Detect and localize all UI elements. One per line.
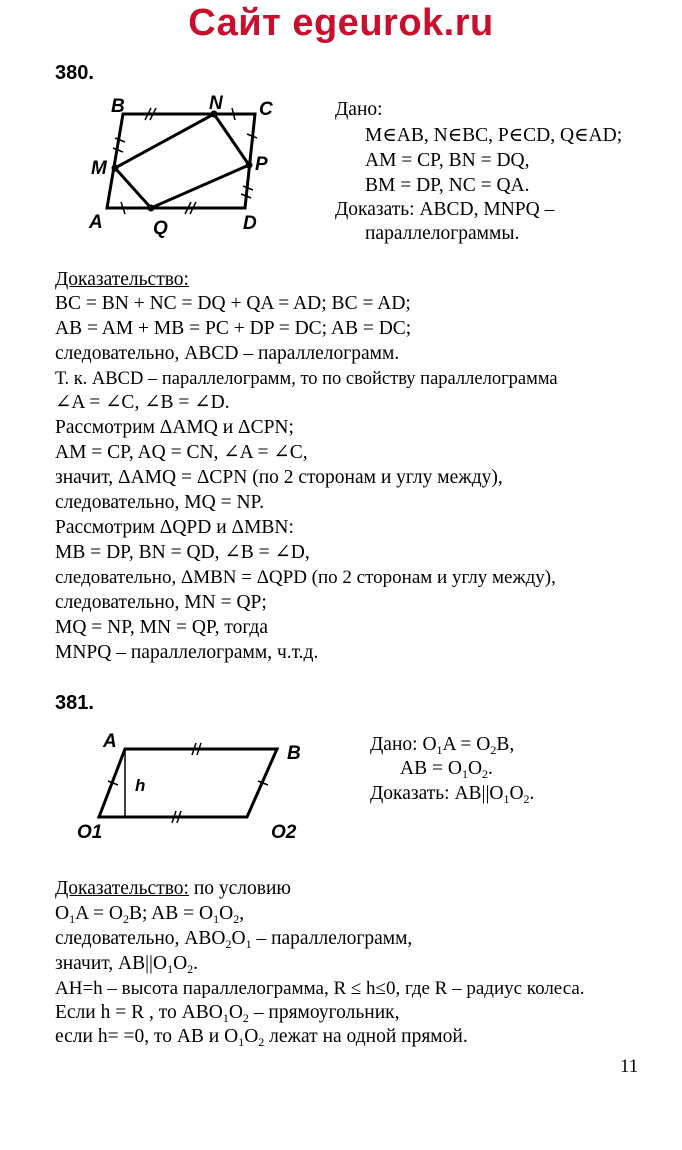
proof-380-line: следовательно, MN = QP; — [55, 592, 267, 613]
label-Q: Q — [153, 218, 168, 239]
proof-380-line: следовательно, MQ = NP. — [55, 492, 265, 513]
given-381-line: AB = $O_1O_2$. — [400, 758, 493, 781]
proof-380-line: BC = BN + NC = DQ + QA = AD; BC = AD; — [55, 293, 411, 314]
prove-380 — [335, 198, 554, 222]
proof-380-line: ∠A = ∠C, ∠B = ∠D. — [55, 392, 230, 413]
proof-380-line: следовательно, ABCD – параллелограмм. — [55, 343, 400, 364]
problem-380-number: 380. — [55, 62, 94, 84]
figure-380 — [85, 90, 285, 240]
proof-381-line: Если h = R , то $ABO_1O_2$ – прямоугольник, — [55, 1002, 400, 1025]
proof-380-line: значит, ΔAMQ = ΔCPN (по 2 сторонам и углу между), — [55, 467, 503, 488]
proof-381-line: следовательно, $ABO_2O_1$ – параллелограмм, — [55, 928, 413, 951]
prove-label-381: Доказать: — [370, 783, 450, 804]
label-D: D — [243, 213, 257, 234]
proof-380-line: AM = CP, AQ = CN, ∠A = ∠C, — [55, 442, 308, 463]
site-header: Сайт egeurok.ru — [188, 2, 494, 44]
prove-381: Доказать: $AB||O_1O_2$. — [370, 783, 535, 806]
proof-title-380: Доказательство: — [55, 269, 189, 290]
problem-381-number: 381. — [55, 692, 94, 714]
given-380-line: BM = DP, NC = QA. — [365, 175, 530, 196]
proof-380-line: MQ = NP, MN = QP, тогда — [55, 617, 268, 638]
proof-380-line: Рассмотрим ΔAMQ и ΔCPN; — [55, 417, 294, 438]
label-h: h — [135, 776, 146, 795]
proof-380-line: MB = DP, BN = QD, ∠B = ∠D, — [55, 542, 310, 563]
given-label-380: Дано: — [335, 99, 383, 120]
given-381-line: Дано: $O_1A = O_2B$, — [370, 734, 515, 757]
proof-381-line: AH=h – высота параллелограмма, R ≤ h≤0, где R – радиус колеса. — [55, 978, 585, 999]
label-N: N — [209, 93, 223, 114]
given-380-line: M∈AB, N∈BC, P∈CD, Q∈AD; — [365, 125, 623, 146]
label-A: A — [89, 212, 103, 233]
proof-381-line: если h= =0, то AB и $O_1O_2$ лежат на одной прямой. — [55, 1026, 468, 1049]
label-B: B — [287, 743, 301, 764]
figure-381 — [75, 725, 315, 850]
proof-380-line: следовательно, ΔMBN = ΔQPD (по 2 сторонам и углу между), — [55, 567, 556, 588]
proof-381-title-line: Доказательство: по условию — [55, 878, 292, 899]
prove-label-380: Доказать: — [335, 199, 415, 220]
proof-380-line: AB = AM + MB = PC + DP = DC; AB = DC; — [55, 318, 412, 339]
proof-380-line: Рассмотрим ΔQPD и ΔMBN: — [55, 517, 294, 538]
given-label-381: Дано: — [370, 734, 418, 755]
proof-381-line: $O_1A = O_2B$; AB = $O_1O_2$, — [55, 903, 245, 926]
label-C: C — [259, 99, 273, 120]
prove-380-text: ABCD, MNPQ – — [419, 199, 555, 220]
page-number: 11 — [620, 1056, 639, 1077]
prove-380-text: параллелограммы. — [365, 223, 520, 244]
proof-380-line: Т. к. ABCD – параллелограмм, то по свойству параллелограмма — [55, 369, 558, 389]
label-A: A — [103, 731, 117, 752]
label-O1: O1 — [77, 822, 103, 843]
given-380-line: AM = CP, BN = DQ, — [365, 150, 530, 171]
proof-380-line: MNPQ – параллелограмм, ч.т.д. — [55, 642, 319, 663]
proof-title-381: Доказательство: — [55, 878, 189, 899]
label-M: M — [91, 158, 107, 179]
proof-381-line: значит, $AB||O_1O_2$. — [55, 953, 199, 976]
label-P: P — [255, 154, 268, 175]
label-B: B — [111, 96, 125, 117]
label-O2: O2 — [271, 822, 297, 843]
